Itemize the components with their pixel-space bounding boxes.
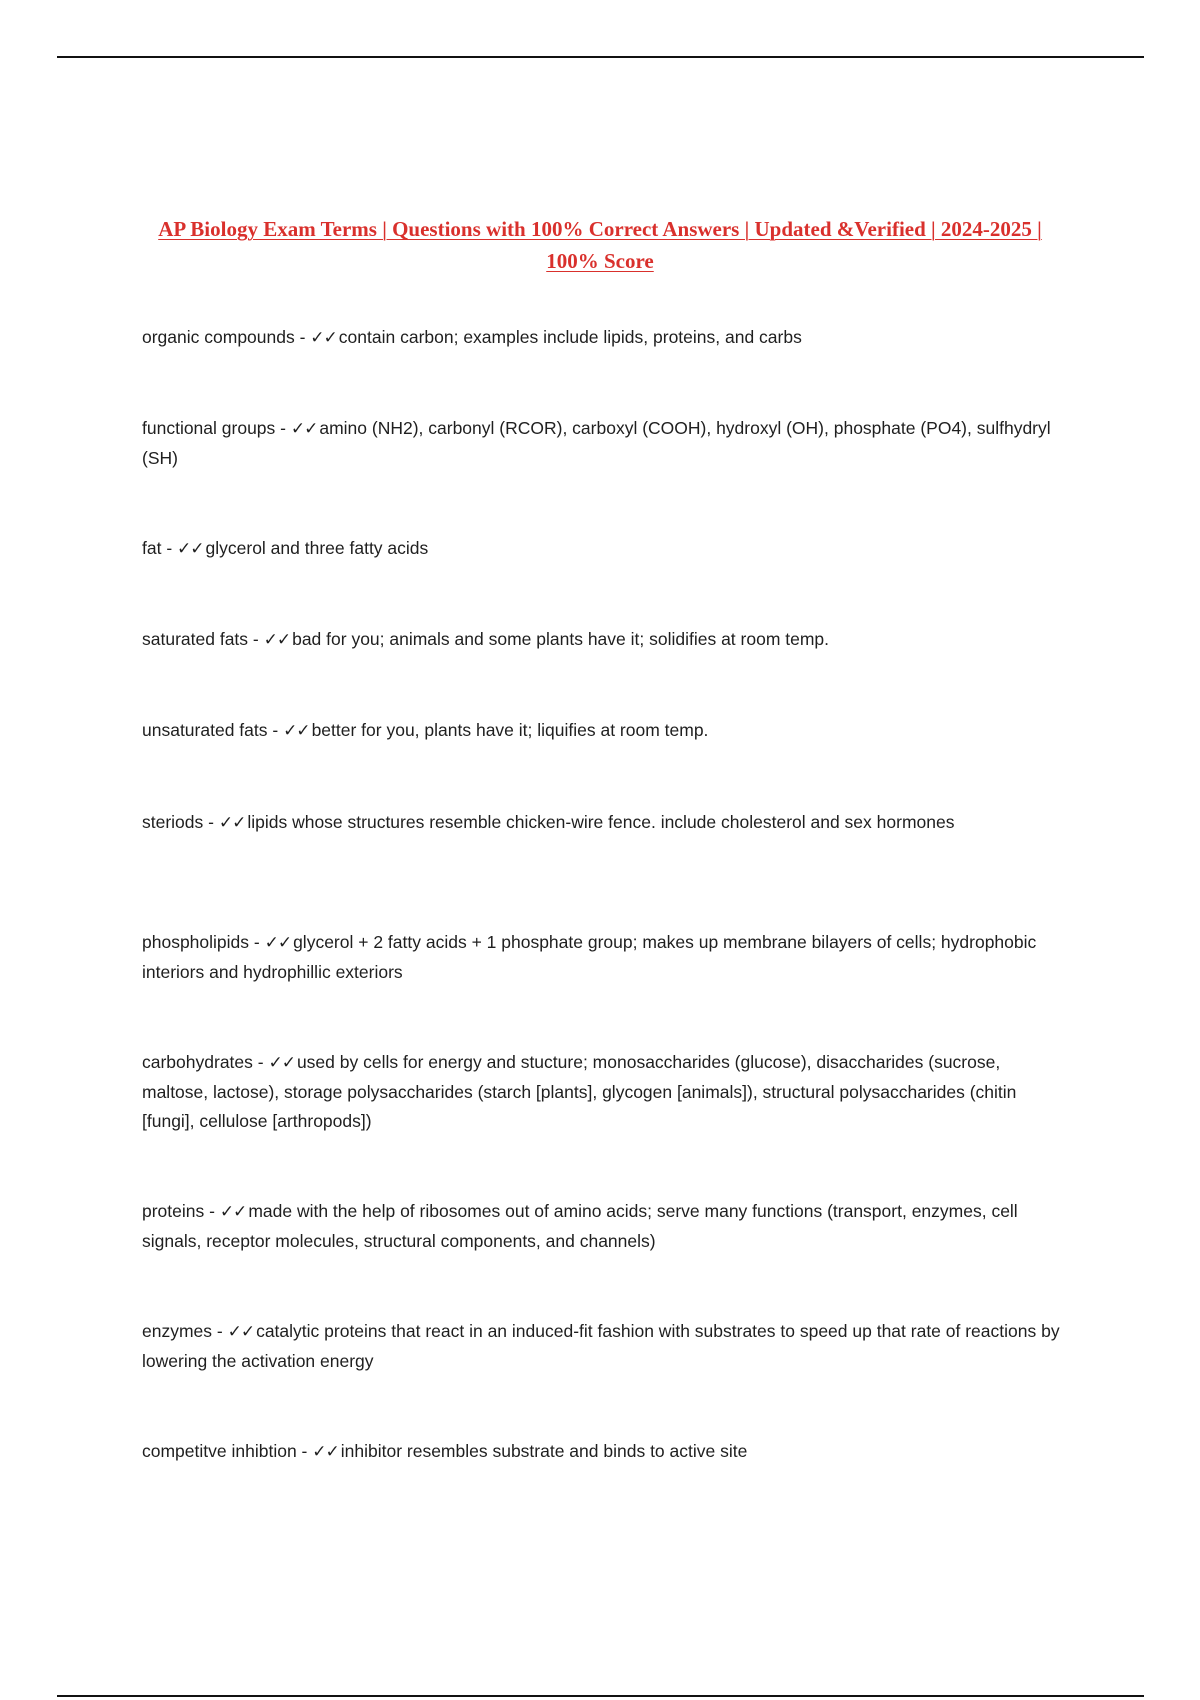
term-name: saturated fats - — [142, 629, 264, 649]
term-definition: used by cells for energy and stucture; monosaccharides (glucose), disaccharides (sucrose, maltose, lactose), storage polysaccharides (starch [plants], glycogen [animals]), structural polysaccharides (chitin [fungi], cellulose [arthropods]) — [142, 1052, 1017, 1131]
check-icon: ✓✓ — [263, 630, 291, 650]
term-name: steriods - — [142, 812, 219, 832]
term-name: organic compounds - — [142, 327, 311, 347]
term-definition: better for you, plants have it; liquifies at room temp. — [311, 720, 709, 740]
check-icon: ✓✓ — [219, 1202, 247, 1222]
term-definition: amino (NH2), carbonyl (RCOR), carboxyl (COOH), hydroxyl (OH), phosphate (PO4), sulfhydryl (SH) — [142, 418, 1051, 468]
term-entry — [142, 323, 1067, 353]
term-entry — [142, 625, 1067, 655]
term-name: fat - — [142, 538, 178, 558]
term-entry — [142, 1048, 1067, 1136]
term-name: functional groups - — [142, 418, 291, 438]
term-entry — [142, 808, 1067, 838]
check-icon: ✓✓ — [177, 539, 204, 559]
term-entry — [142, 1317, 1067, 1376]
term-definition: bad for you; animals and some plants have it; solidifies at room temp. — [292, 629, 830, 649]
bottom-rule — [57, 1695, 1144, 1697]
term-definition: inhibitor resembles substrate and binds to active site — [340, 1441, 748, 1461]
term-definition: glycerol and three fatty acids — [205, 538, 429, 558]
term-entry — [142, 1437, 1067, 1467]
check-icon: ✓✓ — [218, 813, 246, 833]
document-title: AP Biology Exam Terms | Questions with 100% Correct Answers | Updated &Verified | 2024-2025 | 100% Score — [158, 217, 1042, 273]
term-entry — [142, 534, 1067, 564]
term-entry — [142, 928, 1067, 987]
term-name: proteins - — [142, 1201, 220, 1221]
check-icon: ✓✓ — [264, 933, 292, 953]
term-definition: made with the help of ribosomes out of amino acids; serve many functions (transport, enzymes, cell signals, receptor molecules, structural components, and channels) — [142, 1201, 1018, 1251]
check-icon: ✓✓ — [310, 328, 337, 348]
term-definition: glycerol + 2 fatty acids + 1 phosphate group; makes up membrane bilayers of cells; hydrophobic interiors and hydrophillic exteriors — [142, 932, 1037, 982]
check-icon: ✓✓ — [227, 1322, 255, 1342]
term-definition: catalytic proteins that react in an induced-fit fashion with substrates to speed up that rate of reactions by lowering the activation energy — [142, 1321, 1060, 1371]
term-name: competitve inhibtion - — [142, 1441, 313, 1461]
check-icon: ✓✓ — [268, 1053, 295, 1073]
term-definition: lipids whose structures resemble chicken-wire fence. include cholesterol and sex hormones — [247, 812, 955, 832]
term-entry — [142, 414, 1067, 473]
check-icon: ✓✓ — [290, 419, 318, 439]
term-name: unsaturated fats - — [142, 720, 284, 740]
term-entry — [142, 1197, 1067, 1256]
term-definition: contain carbon; examples include lipids, proteins, and carbs — [338, 327, 802, 347]
check-icon: ✓✓ — [312, 1442, 339, 1462]
term-name: carbohydrates - — [142, 1052, 269, 1072]
check-icon: ✓✓ — [283, 721, 310, 741]
term-name: enzymes - — [142, 1321, 228, 1341]
term-name: phospholipids - — [142, 932, 265, 952]
term-entry — [142, 716, 1067, 746]
top-rule — [57, 56, 1144, 58]
